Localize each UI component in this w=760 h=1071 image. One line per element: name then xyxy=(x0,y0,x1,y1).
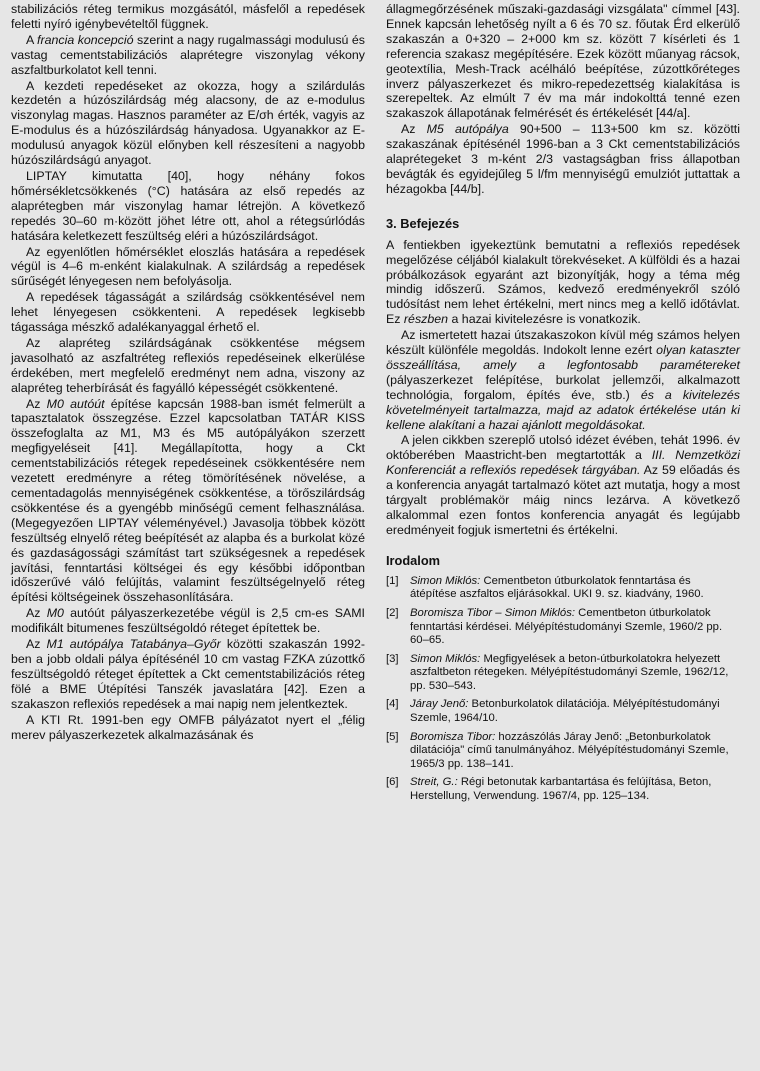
paragraph: LIPTAY kimutatta [40], hogy néhány fokos hőmérsékletcsökkenés (°C) hatására az első repedés az alaprétegben már viszonylag hamar létrejön. A következő repedés 30–60 m·között jöhet létre ott, ahol a rétegsúrlódás hatására keletkezett feszültség eléri a húzószilárdságot. xyxy=(11,168,365,243)
emphasis: M0 autóút xyxy=(46,396,105,411)
emphasis: részben xyxy=(403,312,449,327)
left-column xyxy=(11,2,365,1071)
paragraph: A francia koncepció szerint a nagy rugalmassági modulusú és vastag cementstabilizációs alaprétegre viszonylag vékony aszfaltburkolatot kell tenni. xyxy=(11,32,365,77)
reference-list xyxy=(386,575,740,804)
paragraph: Az M0 autóút pályaszerkezetébe végül is 2,5 cm-es SAMI modifikált bitumenes feszültségoldó réteget építettek be. xyxy=(11,606,366,636)
paragraph: A kezdeti repedéseket az okozza, hogy a szilárdulás kezdetén a húzószilárdság még alacsony, de az e-modulus viszonylag magas. Hasznos paraméter az E/σh érték, vagyis az E-modulus és a húzószilárdság hányadosa. Ugyanakkor az E-modulusú anyagok közül előnyben kell részesíteni a nagyobb húzószilárdságú anyagot. xyxy=(11,78,365,168)
paragraph: Az M5 autópálya 90+500 – 113+500 km sz. közötti szakaszának építésénél 1996-ban a 3 Ckt cementstabilizációs alaprétegeket 3 m-ként 2/3 vastagságban friss állapotban bevágták és egyidejűleg 5 l/fm mennyiségű emulziót juttattak a hézagokba [44/b]. xyxy=(386,122,740,196)
paragraph: A repedések tágasságát a szilárdság csökkentésével nem lehet lényegesen csökkenteni. A repedések legkisebb tágassága mészkő adalékanyaggal érhető el. xyxy=(11,290,365,335)
reference-item: [3] Simon Miklós: Megfigyelések a beton-útburkolatokra helyezett aszfaltbeton rétegeken. Mélyépítéstudományi Szemle, 1962/12, pp. 530–543. xyxy=(386,652,729,692)
emphasis: M5 autópálya xyxy=(426,122,509,137)
reference-item: [2] Boromisza Tibor – Simon Miklós: Cementbeton útburkolatok fenntartási kérdései. Mélyépítéstudományi Szemle, 1960/2 pp. 60–65. xyxy=(386,606,723,647)
reference-item: [1] Simon Miklós: Cementbeton útburkolatok fenntartása és átépítése aszfaltos eljárásokkal. UKI 9. sz. kiadvány, 1960. xyxy=(386,574,704,601)
paragraph: állagmegőrzésének műszaki-gazdasági vizsgálata" címmel [43]. Ennek kapcsán lehetőség nyílt a 6 és 70 sz. főutak Érd elkerülő szakaszán a 0+320 – 2+000 km sz. között 7 kísérleti és 1 referencia szakasz megépítésére. Ezek között műanyag rácsok, geotextília, Mesh-Track acélháló beépítése, zúzottkőréteges inverz pályaszerkezet és mikro-repedezettség kialakítása is szerepeltek. Az elmúlt 7 év ma már indokolttá tenné ezen szakaszok állapotának felmérését és értékelését [44/a]. xyxy=(386,2,740,121)
paragraph: Az M0 autóút építése kapcsán 1988-ban ismét felmerült a tapasztalatok összegzése. Ezzel kapcsolatban TATÁR KISS összefoglalta az M1, M3 és M5 autópályákon szerzett megfigyeléseit [41]. Megállapította, hogy a Ckt cementstabilizációs rétegek repedéseinek csökkentésére nem vezetett eredményre a réteg tömörítésének növelése, a cementadagolás mennyiségének csökkentése, a törőszilárdság csökkentése és a gyengébb minőségű cement felhasználása. (Megegyezően LIPTAY véleményével.) Javasolja többek között feszültség elnyelő réteg beépítését az alapba és a burkolat közé és gazdaságossági számítást tart szükségesnek a repedések javítási, fenntartási költségei és egy későbbi időpontban időszerűvé váló felújítás, valamint feszültségelnyelő réteg építési költségeinek összehasonlítására. xyxy=(11,396,365,605)
paragraph: Az M1 autópálya Tatabánya–Győr közötti szakaszán 1992-ben a jobb oldali pálya építésénél 10 cm vastag FZKA zúzottkő feszültségoldó réteget építettek a Ckt cementstabilizációs réteg fölé a BME Útépítési Tanszék javaslatára [42]. Ezen a szakaszon reflexiós repedések a mai napig nem jelentkeztek. xyxy=(11,637,365,711)
emphasis: és a kivitelezés követelményeit tartalmazza, majd az adatok értékelése után ki kellene alakítani a hazai ajánlott megoldásokat. xyxy=(386,387,740,432)
emphasis: III. Nemzetközi Konferenciát a reflexiós repedések tárgyában. xyxy=(386,448,741,478)
paragraph: A KTI Rt. 1991-ben egy OMFB pályázatot nyert el „félig merev pályaszerkezetek alkalmazásának és xyxy=(11,712,365,742)
reference-item: [4] Járay Jenő: Betonburkolatok dilatációja. Mélyépítéstudományi Szemle, 1964/10. xyxy=(386,698,720,725)
paragraph: stabilizációs réteg termikus mozgásától, másfelől a repedések feletti nyíró igénybevételtől függnek. xyxy=(11,2,365,31)
paragraph: A fentiekben igyekeztünk bemutatni a reflexiós repedések megelőzése céljából kialakult törekvéseket. A külföldi és a hazai próbálkozások egyaránt azt bizonyítják, hogy a téma még mindig időszerű. Számos, kedvező eredményekről szóló tudósítást nem lehet értékelni, mert nincs meg a kellő időtávlat. Ez részben a hazai kivitelezésre is vonatkozik. xyxy=(386,237,740,327)
right-column xyxy=(386,2,740,1071)
references-heading: Irodalom xyxy=(386,552,441,568)
reference-item: [5] Boromisza Tibor: hozzászólás Járay Jenő: „Betonburkolatok dilatációja" című tanulmányához. Mélyépítéstudományi Szemle, 1965/3 pp. 138–141. xyxy=(386,730,729,770)
paragraph: Az alapréteg szilárdságának csökkentése mégsem javasolható az aszfaltréteg reflexiós repedéseinek elkerülése érdekében, mert megfelelő eredményt nem adna, viszony az alapréteg teherbírását és fagyálló képességét csökkentené. xyxy=(11,335,365,395)
section-heading: 3. Befejezés xyxy=(386,215,460,231)
paragraph: A jelen cikkben szereplő utolsó idézet évében, tehát 1996. év októberében Maastricht-ben megtartották a III. Nemzetközi Konferenciát a reflexiós repedések tárgyában. Az 59 előadás és a konferencia anyagát tartalmazó kötet azt mutatja, hogy a most tárgyalt problémakör máig nincs lezárva. A következő alkalommal ezen fontos konferencia anyagát és legújabb eredményeit fogjuk ismertetni és értékelni. xyxy=(386,433,741,537)
paragraph: Az ismertetett hazai útszakaszokon kívül még számos helyen készült különféle megoldás. Indokolt lenne ezért olyan kataszter összeállítása, amely a legfontosabb paramétereket (pályaszerkezet felépítése, burkolat jellemzői, alkalmazott technológia, forgalom, építés éve, stb.) és a kivitelezés követelményeit tartalmazza, majd az adatok értékelése után ki kellene alakítani a hazai ajánlott megoldásokat. xyxy=(386,328,740,432)
emphasis: olyan kataszter összeállítása, amely a legfontosabb paramétereket xyxy=(386,343,740,372)
reference-item: [6] Streit, G.: Régi betonutak karbantartása és felújítása, Beton, Herstellung, Verwendung. 1967/4, pp. 125–134. xyxy=(386,776,712,803)
emphasis: M0 xyxy=(46,606,64,621)
emphasis: M1 autópálya Tatabánya–Győr xyxy=(46,637,221,652)
paragraph: Az egyenlőtlen hőmérséklet eloszlás hatására a repedések végül is 4–6 m-enként kialakulnak. A szilárdság a repedések sűrűségét lényegesen nem befolyásolja. xyxy=(11,244,365,289)
emphasis: francia koncepció xyxy=(37,32,134,47)
